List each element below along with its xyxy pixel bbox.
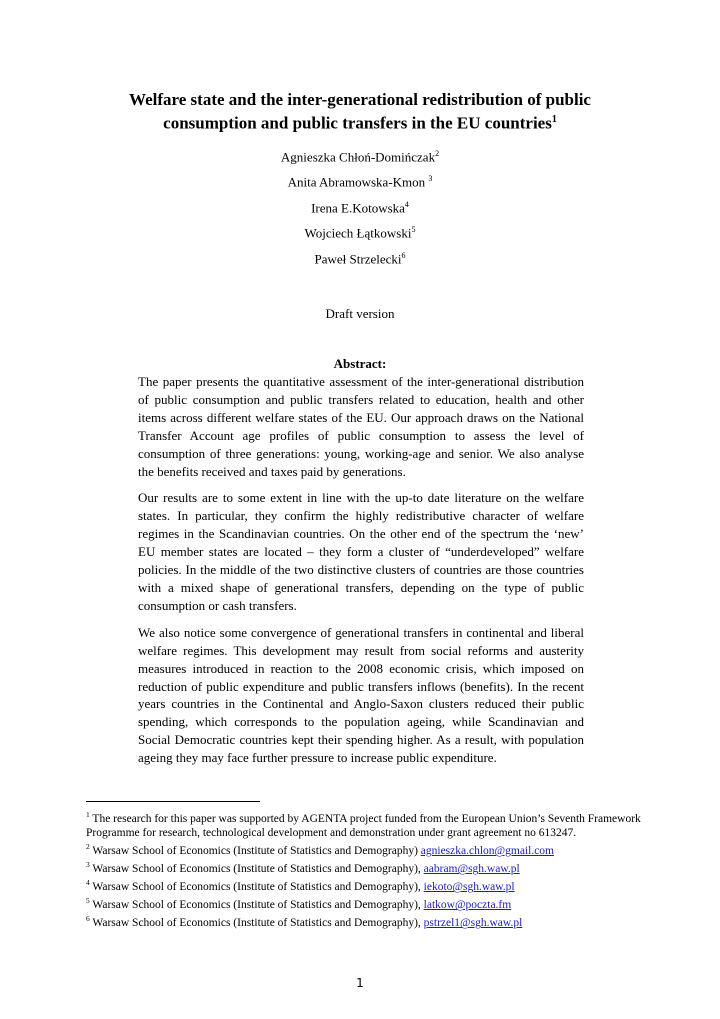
footnote-5: $^5$ Warsaw School of Economics (Institute of Statistics and Demography), latkow@poczta.fm — [86, 896, 512, 912]
author-1: Agnieszka Chłoń-Domińczak$^2$ — [280, 149, 440, 165]
footnote-2: $^2$ Warsaw School of Economics (Institute of Statistics and Demography) agnieszka.chlon@gmail.com — [86, 842, 554, 858]
paper-title — [70, 90, 650, 134]
abstract-paragraph-1: The paper presents the quantitative assessment of the inter-generational distribution of public consumption and public transfers related to education, health and other items across different welfare states of the EU. Our approach draws on the National Transfer Account age profiles of public consumption to assess the level of consumption of three generations: young, working-age and senior. We also analyse the benefits received and taxes paid by generations. — [138, 374, 584, 479]
footnote-separator — [86, 801, 260, 802]
footnote-6: $^6$ Warsaw School of Economics (Institute of Statistics and Demography), pstrzel1@sgh.waw.pl — [86, 914, 523, 930]
author-4: Wojciech Łątkowski$^5$ — [304, 225, 416, 241]
author-3: Irena E.Kotowska$^4$ — [311, 200, 409, 216]
email-link[interactable]: pstrzel1@sgh.waw.pl — [423, 917, 523, 930]
email-link[interactable]: latkow@poczta.fm — [423, 899, 512, 912]
email-link[interactable]: agnieszka.chlon@gmail.com — [420, 845, 554, 858]
footnote-1: $^1$ The research for this paper was supported by AGENTA project funded from the European Union’s Seventh Framework Programme for research, technological development and demonstration under grant agreement no 613247. — [86, 810, 641, 840]
title-footnote-mark: 1 — [551, 114, 557, 125]
abstract-body — [138, 373, 584, 776]
abstract-paragraph-2: Our results are to some extent in line with the up-to date literature on the welfare states. In particular, they confirm the highly redistributive character of welfare regimes in the Scandinavian countries. On the other end of the spectrum the ‘new’ EU member states are located – they form a cluster of “underdeveloped” welfare policies. In the middle of the two distinctive clusters of countries are those countries with a mixed shape of generational transfers, depending on the type of public consumption or cash transfers. — [138, 490, 584, 613]
abstract-heading: Abstract: — [333, 356, 387, 371]
paper-title-line-2: consumption and public transfers in the EU countries$^1$ — [163, 113, 557, 133]
abstract-paragraph-3: We also notice some convergence of generational transfers in continental and liberal welfare regimes. This development may result from social reforms and austerity measures introduced in reaction to the 2008 economic crisis, which imposed on reduction of public expenditure and public transfers inflows (benefits). In the recent years countries in the Continental and Anglo-Saxon clusters reduced their public spending, which corresponds to the population ageing, while Scandinavian and Social Democratic countries kept their spending higher. As a result, with population ageing they may face further pressure to increase public expenditure. — [138, 624, 584, 766]
email-link[interactable]: iekoto@sgh.waw.pl — [423, 881, 515, 894]
page-number: 1 — [356, 976, 364, 990]
email-link[interactable]: aabram@sgh.waw.pl — [423, 863, 520, 876]
paper-title-line-1: Welfare state and the inter-generational redistribution of public — [129, 90, 591, 109]
draft-status: Draft version — [325, 306, 395, 321]
author-2: Anita Abramowska-Kmon $^3$ — [287, 174, 433, 190]
footnotes — [86, 808, 646, 930]
footnote-3: $^3$ Warsaw School of Economics (Institute of Statistics and Demography), aabram@sgh.waw.pl — [86, 860, 520, 876]
author-5: Paweł Strzelecki$^6$ — [314, 251, 406, 267]
footnote-4: $^4$ Warsaw School of Economics (Institute of Statistics and Demography), iekoto@sgh.waw.pl — [86, 878, 515, 894]
